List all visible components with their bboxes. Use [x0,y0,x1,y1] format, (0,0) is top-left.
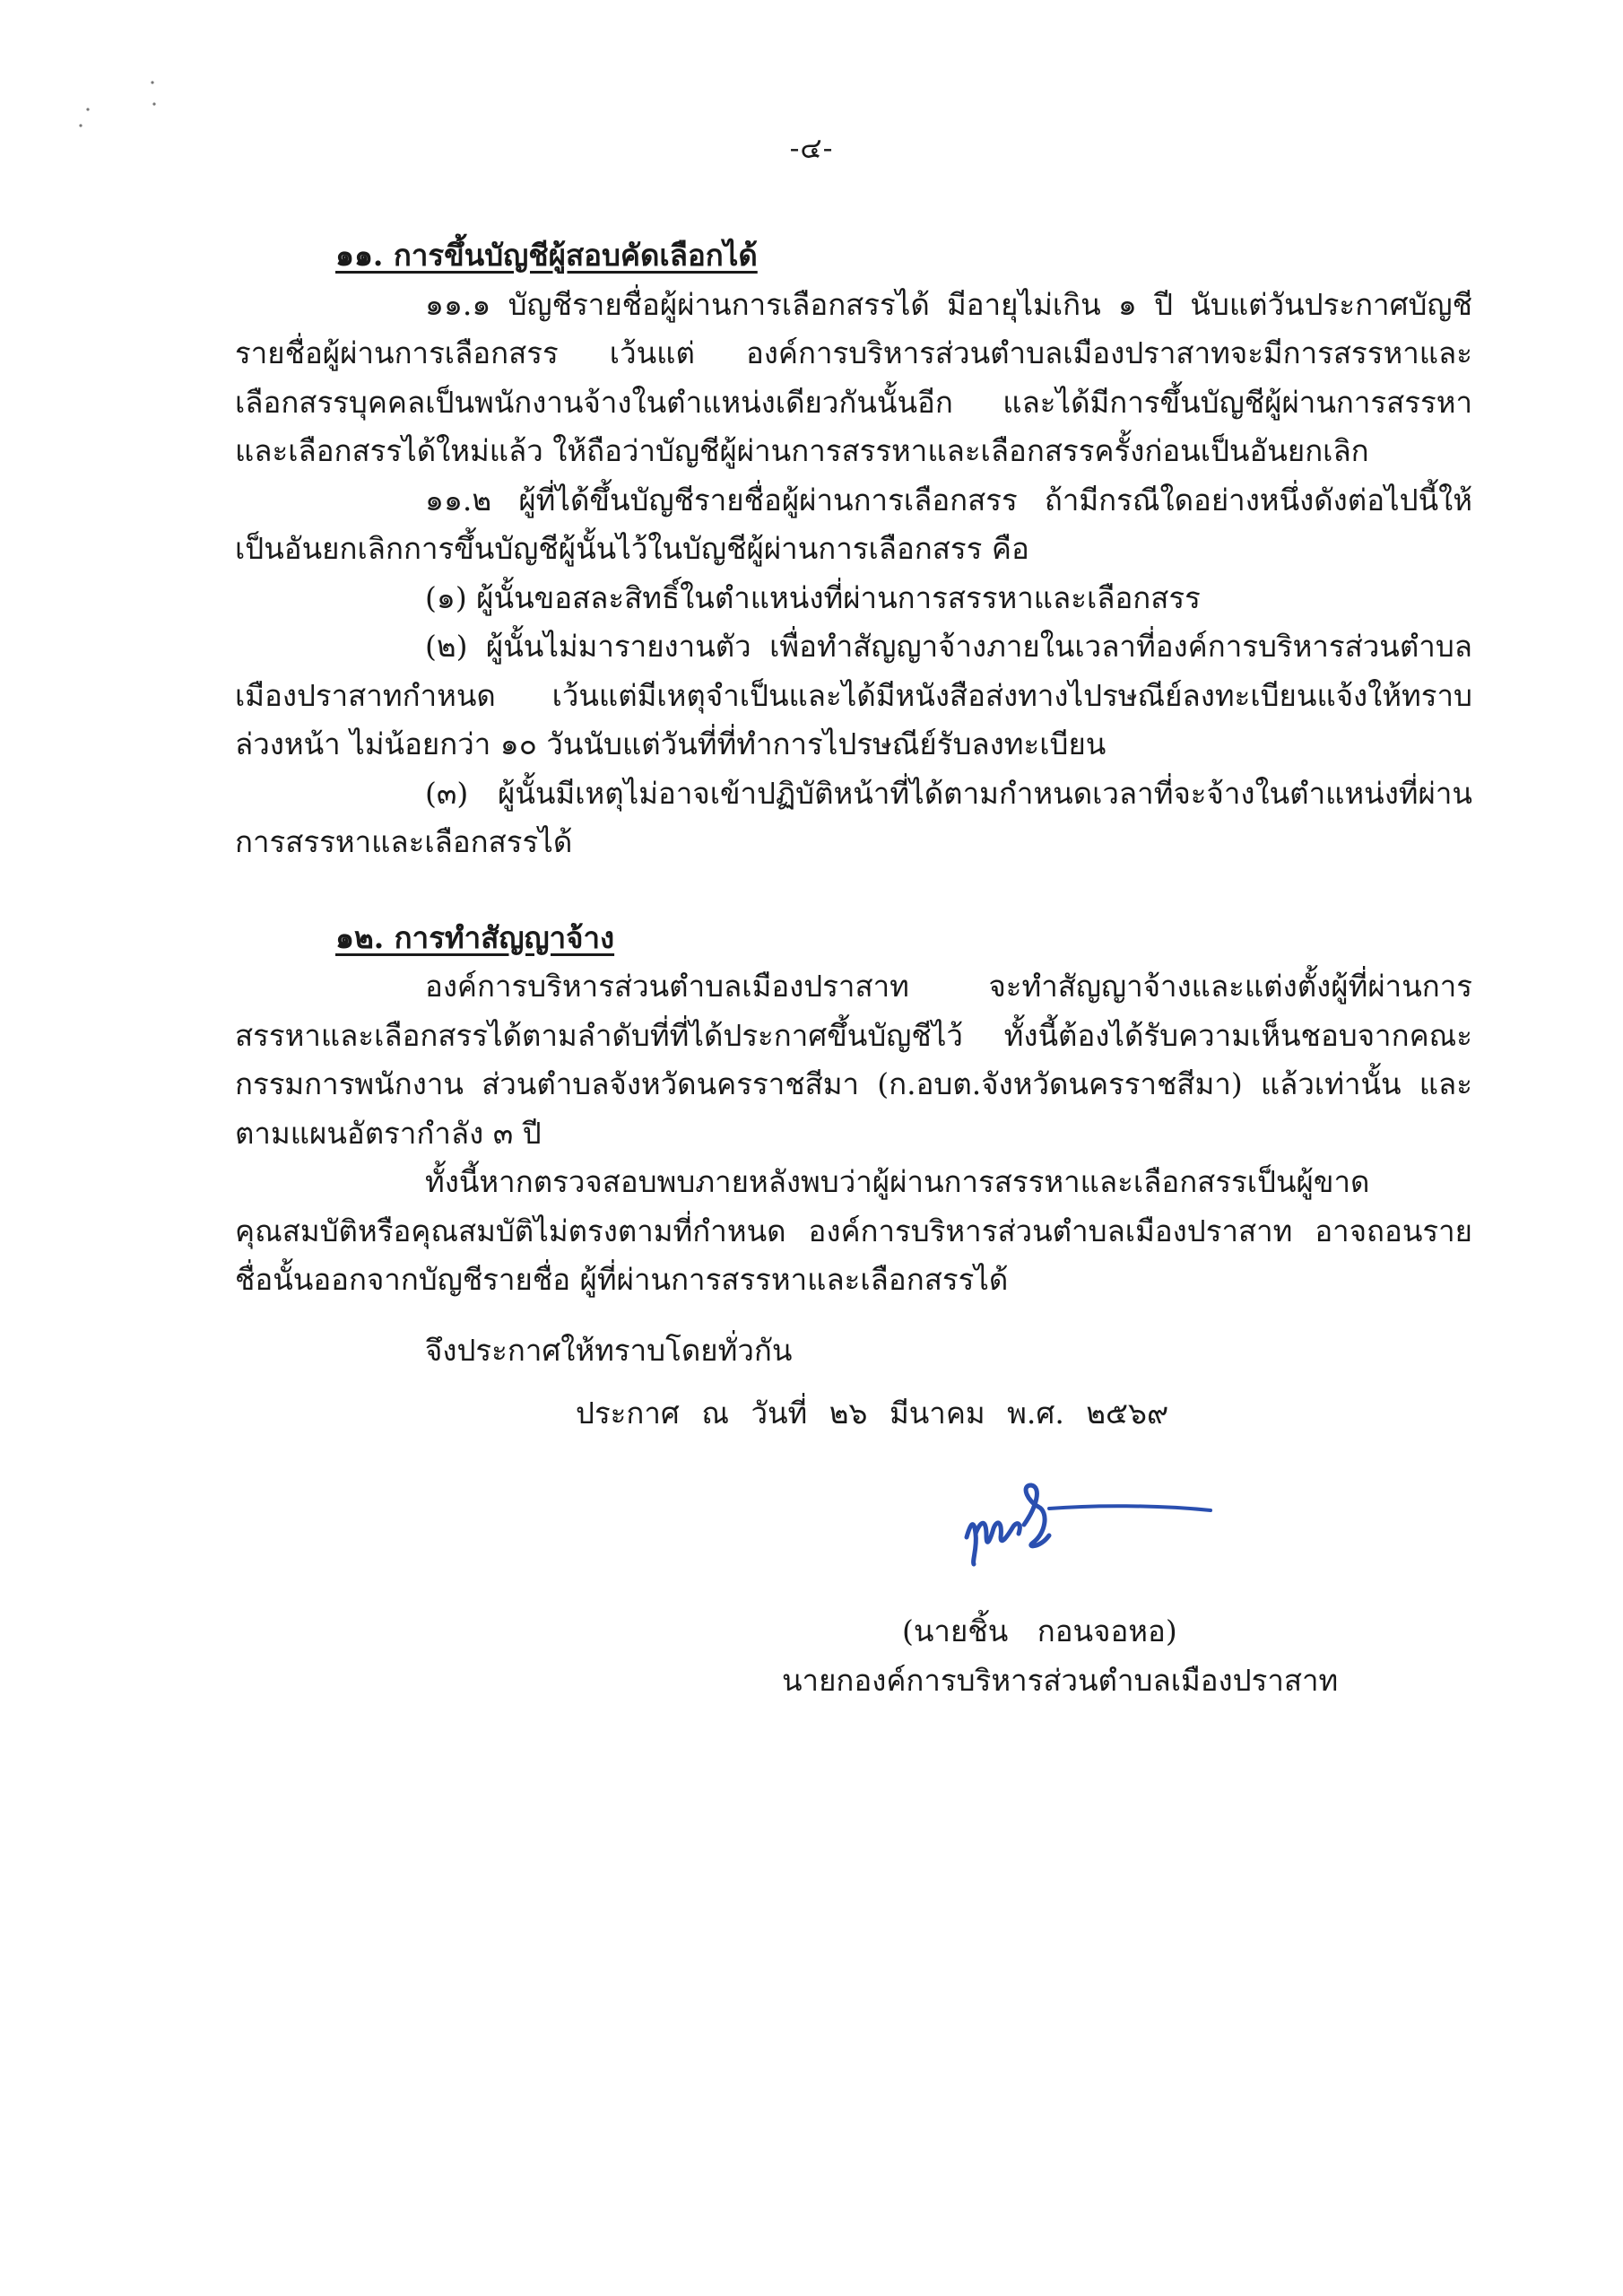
section-11-paragraph-2: ๑๑.๒ ผู้ที่ได้ขึ้นบัญชีรายชื่อผู้ผ่านการเลือกสรร ถ้ามีกรณีใดอย่างหนึ่งดังต่อไปนี้ให้เป็นอันยกเลิกการขึ้นบัญชีผู้นั้นไว้ในบัญชีผู้ผ่านการเลือกสรร คือ [235,482,1472,566]
section-11-item-1: (๑) ผู้นั้นขอสละสิทธิ์ในตำแหน่งที่ผ่านการสรรหาและเลือกสรร [425,579,1201,615]
section-11-paragraph-1: ๑๑.๑ บัญชีรายชื่อผู้ผ่านการเลือกสรรได้ มีอายุไม่เกิน ๑ ปี นับแต่วันประกาศบัญชีรายชื่อผู้ผ่านการเลือกสรร เว้นแต่ องค์การบริหารส่วนตำบลเมืองปราสาทจะมีการสรรหาและเลือกสรรบุคคลเป็นพนักงานจ้างในตำแหน่งเดียวกันนั้นอีก และได้มีการขึ้นบัญชีผู้ผ่านการสรรหาและเลือกสรรได้ใหม่แล้ว ให้ถือว่าบัญชีผู้ผ่านการสรรหาและเลือกสรรครั้งก่อนเป็นอันยกเลิก [235,286,1472,468]
page-number: -๔- [789,131,834,165]
signer-block [0,1607,1623,1705]
section-12-paragraph-1: องค์การบริหารส่วนตำบลเมืองปราสาท จะทำสัญญาจ้างและแต่งตั้งผู้ที่ผ่านการสรรหาและเลือกสรรได้ตามลำดับที่ที่ได้ประกาศขึ้นบัญชีไว้ ทั้งนี้ต้องได้รับความเห็นชอบจากคณะกรรมการพนักงาน ส่วนตำบลจังหวัดนครราชสีมา (ก.อบต.จังหวัดนครราชสีมา) แล้วเท่านั้น และตามแผนอัตรากำลัง ๓ ปี [235,969,1472,1151]
document-body [235,231,1472,1439]
signer-name: (นายชิ้น กอนจอหอ) [902,1613,1177,1648]
section-12-paragraph-2: ทั้งนี้หากตรวจสอบพบภายหลังพบว่าผู้ผ่านการสรรหาและเลือกสรรเป็นผู้ขาดคุณสมบัติหรือคุณสมบัติไม่ตรงตามที่กำหนด องค์การบริหารส่วนตำบลเมืองปราสาท อาจถอนรายชื่อนั้นออกจากบัญชีรายชื่อ ผู้ที่ผ่านการสรรหาและเลือกสรรได้ [235,1164,1472,1297]
section-11-item-2: (๒) ผู้นั้นไม่มารายงานตัว เพื่อทำสัญญาจ้างภายในเวลาที่องค์การบริหารส่วนตำบลเมืองปราสาทกำหนด เว้นแต่มีเหตุจำเป็นและได้มีหนังสือส่งทางไปรษณีย์ลงทะเบียนแจ้งให้ทราบล่วงหน้า ไม่น้อยกว่า ๑๐ วันนับแต่วันที่ที่ทำการไปรษณีย์รับลงทะเบียน [235,629,1472,761]
announcement-line: จึงประกาศให้ทราบโดยทั่วกัน [425,1332,793,1368]
handwritten-signature [959,1471,1219,1578]
section-12-heading: ๑๒. การทำสัญญาจ้าง [335,919,615,955]
section-11-item-3: (๓) ผู้นั้นมีเหตุไม่อาจเข้าปฏิบัติหน้าที่ได้ตามกำหนดเวลาที่จะจ้างในตำแหน่งที่ผ่านการสรรหาและเลือกสรรได้ [235,775,1472,859]
section-11-heading: ๑๑. การขึ้นบัญชีผู้สอบคัดเลือกได้ [335,238,758,273]
signer-position: นายกองค์การบริหารส่วนตำบลเมืองปราสาท [782,1662,1339,1698]
announcement-date: ประกาศ ณ วันที่ ๒๖ มีนาคม พ.ศ. ๒๕๖๙ [576,1396,1169,1431]
